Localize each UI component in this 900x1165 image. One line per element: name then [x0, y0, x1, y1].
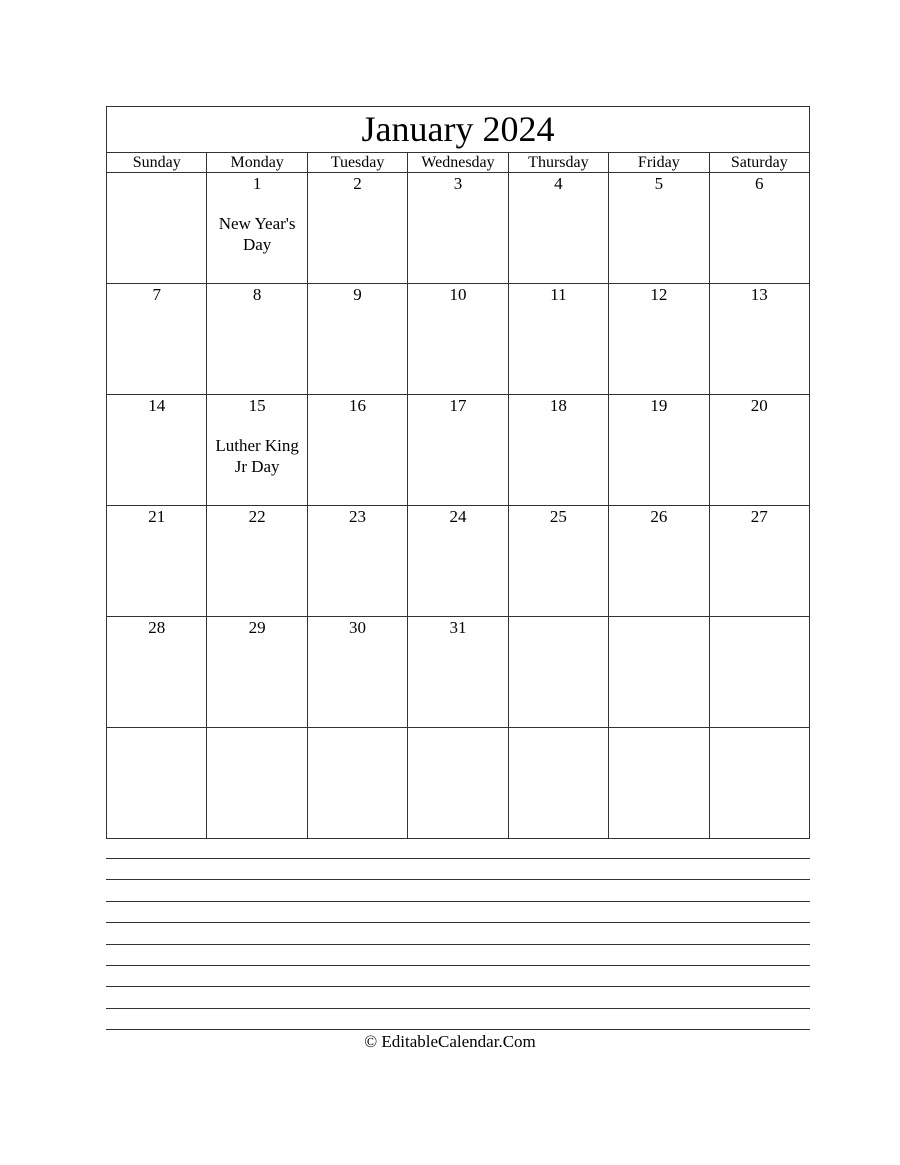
week-row: [107, 173, 810, 284]
day-cell: [609, 173, 709, 284]
day-cell: [207, 284, 307, 395]
day-number: 8: [252, 285, 262, 304]
day-number: 29: [248, 618, 266, 637]
day-cell: [508, 506, 608, 617]
day-cell: [408, 395, 508, 506]
day-cell: [307, 617, 407, 728]
day-number: 2: [353, 174, 362, 193]
note-line: [106, 879, 810, 880]
day-cell: [408, 728, 508, 839]
day-cell: [709, 173, 809, 284]
day-number: 15: [248, 396, 266, 415]
day-cell: [107, 284, 207, 395]
weekday-header-row: [107, 153, 810, 173]
day-cell: [307, 284, 407, 395]
day-cell: [408, 617, 508, 728]
weekday-tuesday: Tuesday: [307, 153, 407, 173]
day-cell: [709, 395, 809, 506]
day-number: 4: [554, 174, 563, 193]
weeks-body: [107, 173, 810, 839]
holiday-label: Luther King Jr Day: [215, 436, 299, 476]
note-line: [106, 858, 810, 859]
note-line: [106, 986, 810, 987]
day-cell: [508, 617, 608, 728]
weekday-thursday: Thursday: [508, 153, 608, 173]
day-number: 7: [152, 285, 161, 304]
day-cell: [107, 173, 207, 284]
day-cell: [107, 617, 207, 728]
day-cell: [709, 506, 809, 617]
week-row: [107, 395, 810, 506]
day-number: 21: [148, 507, 166, 526]
day-cell: [207, 728, 307, 839]
day-number: 24: [449, 507, 467, 526]
day-cell: [307, 395, 407, 506]
weekday-monday: Monday: [207, 153, 307, 173]
note-line: [106, 944, 810, 945]
day-cell: [207, 173, 307, 284]
day-cell: [408, 506, 508, 617]
weekday-sunday: Sunday: [107, 153, 207, 173]
week-row: [107, 617, 810, 728]
day-cell: [709, 728, 809, 839]
day-number: 22: [248, 507, 266, 526]
day-number: 6: [755, 174, 764, 193]
day-number: 23: [349, 507, 367, 526]
calendar-table: [106, 106, 810, 839]
day-cell: [508, 728, 608, 839]
day-cell: [609, 617, 709, 728]
day-number: 12: [650, 285, 668, 304]
note-line: [106, 922, 810, 923]
notes-lines: [106, 858, 810, 1051]
calendar-title: January 2024: [107, 107, 810, 153]
day-cell: [709, 617, 809, 728]
day-number: 5: [654, 174, 664, 193]
day-number: 25: [549, 507, 567, 526]
day-cell: [508, 395, 608, 506]
day-number: 20: [750, 396, 768, 415]
day-cell: [307, 728, 407, 839]
day-cell: [107, 395, 207, 506]
day-cell: [609, 395, 709, 506]
day-cell: [709, 284, 809, 395]
day-number: 28: [148, 618, 166, 637]
holiday-label: New Year's Day: [218, 214, 296, 254]
day-number: 13: [750, 285, 768, 304]
day-number: 10: [449, 285, 467, 304]
note-line: [106, 1029, 810, 1030]
day-number: 31: [449, 618, 467, 637]
day-number: 16: [349, 396, 367, 415]
day-number: 18: [549, 396, 567, 415]
week-row: [107, 506, 810, 617]
day-number: 19: [650, 396, 668, 415]
day-cell: [609, 728, 709, 839]
day-cell: [107, 728, 207, 839]
day-cell: [508, 173, 608, 284]
day-number: 9: [353, 285, 362, 304]
note-line: [106, 1008, 810, 1009]
weekday-wednesday: Wednesday: [408, 153, 508, 173]
week-row: [107, 728, 810, 839]
day-cell: [207, 395, 307, 506]
day-number: 30: [349, 618, 367, 637]
day-cell: [609, 284, 709, 395]
day-number: 17: [449, 396, 467, 415]
day-cell: [207, 617, 307, 728]
day-cell: [207, 506, 307, 617]
week-row: [107, 284, 810, 395]
day-number: 3: [453, 174, 463, 193]
day-cell: [307, 173, 407, 284]
note-line: [106, 901, 810, 902]
footer-credit: © EditableCalendar.Com: [364, 1032, 536, 1051]
day-number: 1: [252, 174, 262, 193]
day-cell: [408, 284, 508, 395]
day-cell: [408, 173, 508, 284]
day-number: 14: [148, 396, 166, 415]
day-number: 11: [550, 285, 567, 304]
weekday-saturday: Saturday: [709, 153, 809, 173]
day-cell: [307, 506, 407, 617]
day-cell: [609, 506, 709, 617]
day-number: 26: [650, 507, 668, 526]
note-line: [106, 965, 810, 966]
day-cell: [508, 284, 608, 395]
title-row: [107, 107, 810, 153]
day-cell: [107, 506, 207, 617]
weekday-friday: Friday: [609, 153, 709, 173]
day-number: 27: [750, 507, 768, 526]
